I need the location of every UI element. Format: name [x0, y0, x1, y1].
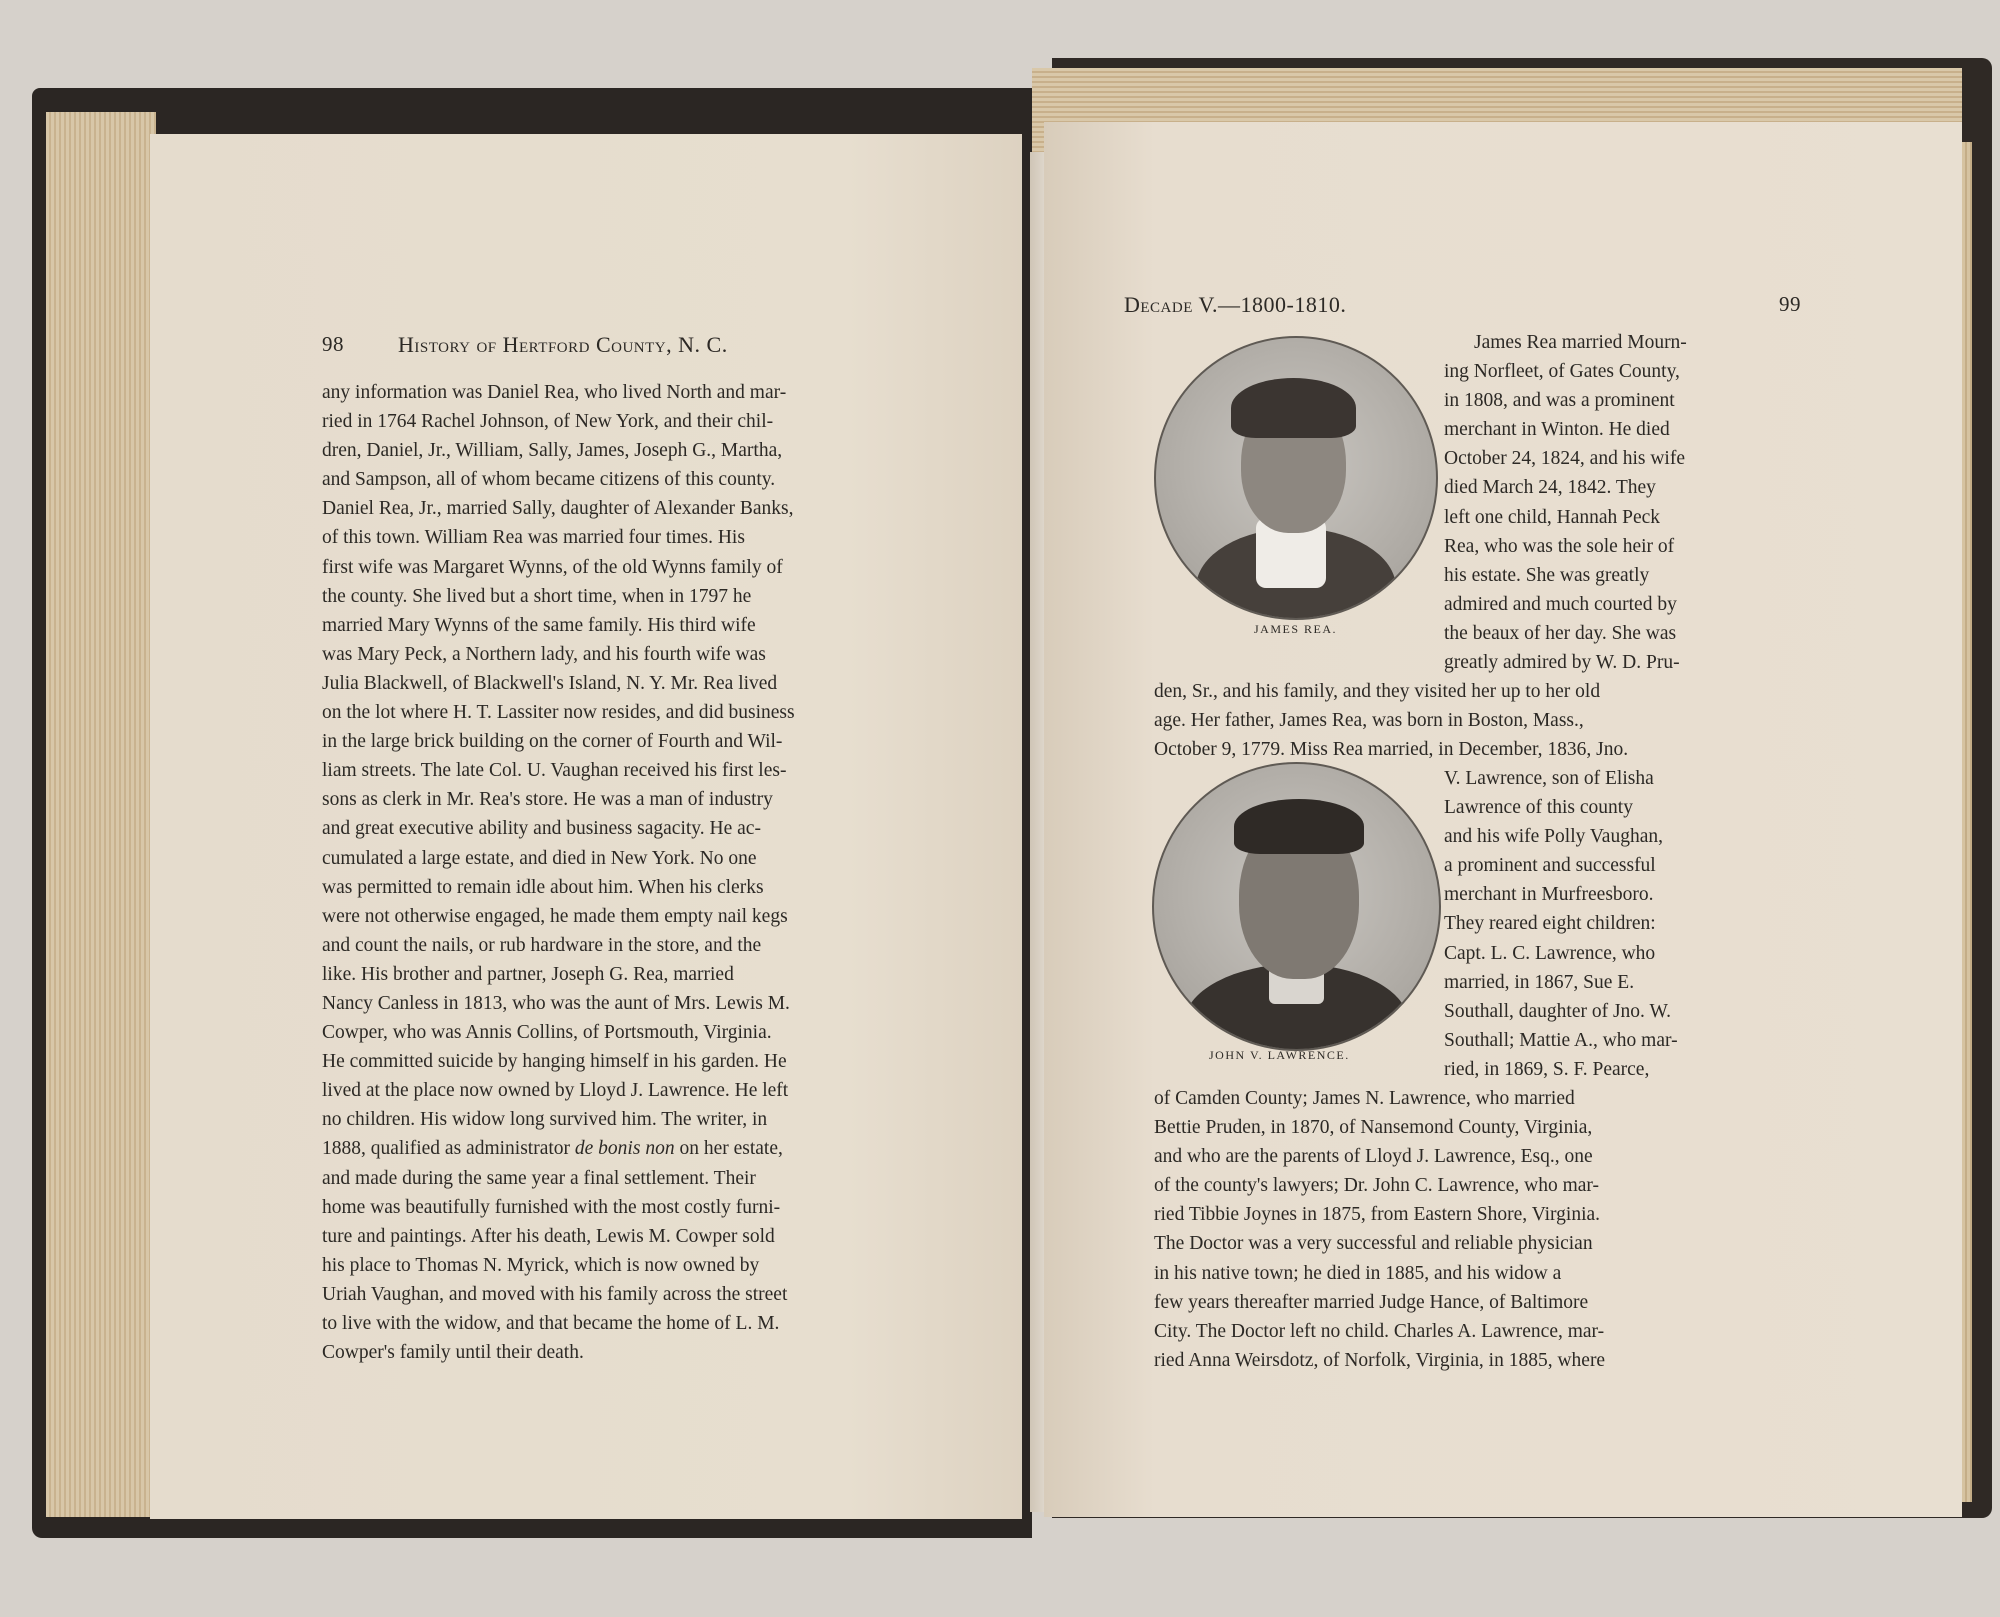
- text-segment: 1888, qualified as administrator: [322, 1138, 571, 1160]
- text-line: was Mary Peck, a Northern lady, and his fourth wife was: [322, 643, 766, 665]
- text-line: Daniel Rea, Jr., married Sally, daughter of Alexander Banks,: [322, 498, 794, 520]
- text-line: V. Lawrence, son of Elisha: [1444, 768, 1654, 789]
- text-line: Julia Blackwell, of Blackwell's Island, N. Y. Mr. Rea lived: [322, 672, 778, 694]
- text-line: Southall; Mattie A., who mar-: [1444, 1029, 1678, 1051]
- text-line: home was beautifully furnished with the most costly furni-: [322, 1196, 781, 1218]
- right-text-block-2: [1154, 677, 1774, 764]
- left-running-head: History of Hertford County, N. C.: [398, 332, 728, 357]
- text-line: first wife was Margaret Wynns, of the old Wynns family of: [322, 556, 783, 578]
- text-line: greatly admired by W. D. Pru-: [1444, 652, 1680, 674]
- text-line: the beaux of her day. She was: [1444, 622, 1677, 644]
- text-line: married Mary Wynns of the same family. His third wife: [322, 614, 756, 636]
- text-line: was permitted to remain idle about him. When his clerks: [322, 876, 764, 898]
- text-line: the county. She lived but a short time, when in 1797 he: [322, 585, 752, 607]
- text-line: ried Tibbie Joynes in 1875, from Eastern Shore, Virginia.: [1154, 1204, 1601, 1226]
- text-line: liam streets. The late Col. U. Vaughan received his first les-: [322, 760, 787, 782]
- portrait-john-v-lawrence: [1152, 762, 1441, 1051]
- portrait-hair: [1231, 378, 1356, 438]
- portrait-hair: [1234, 799, 1364, 854]
- text-line: a prominent and successful: [1444, 855, 1656, 877]
- text-line: to live with the widow, and that became the home of L. M.: [322, 1313, 780, 1334]
- text-line: James Rea married Mourn-: [1474, 332, 1687, 353]
- text-line: of this town. William Rea was married four times. His: [322, 527, 745, 549]
- text-line: sons as clerk in Mr. Rea's store. He was a man of industry: [322, 789, 773, 811]
- text-line: in 1808, and was a prominent: [1444, 390, 1675, 412]
- text-line: and his wife Polly Vaughan,: [1444, 826, 1663, 848]
- text-line: of Camden County; James N. Lawrence, who married: [1154, 1088, 1575, 1109]
- text-line: ture and paintings. After his death, Lewis M. Cowper sold: [322, 1225, 775, 1247]
- text-line: Nancy Canless in 1813, who was the aunt of Mrs. Lewis M.: [322, 992, 790, 1014]
- text-segment: on her estate,: [679, 1138, 783, 1160]
- text-line: on the lot where H. T. Lassiter now resides, and did business: [322, 702, 795, 724]
- text-line: Southall, daughter of Jno. W.: [1444, 1000, 1671, 1022]
- text-line: den, Sr., and his family, and they visited her up to her old: [1154, 681, 1601, 702]
- text-line: October 9, 1779. Miss Rea married, in December, 1836, Jno.: [1154, 739, 1629, 761]
- text-line: He committed suicide by hanging himself in his garden. He: [322, 1051, 787, 1073]
- text-line: Uriah Vaughan, and moved with his family across the street: [322, 1283, 788, 1305]
- open-book: [32, 52, 1970, 1560]
- text-line: Capt. L. C. Lawrence, who: [1444, 942, 1656, 964]
- text-line: were not otherwise engaged, he made them empty nail kegs: [322, 905, 788, 927]
- page-edges-left: [46, 112, 156, 1517]
- right-text-block-3: [1444, 764, 1774, 1084]
- text-line: his estate. She was greatly: [1444, 564, 1650, 586]
- left-body-text: [322, 378, 942, 1367]
- text-line: in his native town; he died in 1885, and his widow a: [1154, 1262, 1562, 1284]
- right-page-number: 99: [1779, 292, 1801, 316]
- text-line: and who are the parents of Lloyd J. Lawrence, Esq., one: [1154, 1146, 1593, 1168]
- text-line: lived at the place now owned by Lloyd J. Lawrence. He left: [322, 1080, 789, 1102]
- text-line: merchant in Winton. He died: [1444, 419, 1670, 441]
- text-line: few years thereafter married Judge Hance, of Baltimore: [1154, 1291, 1589, 1313]
- text-line: his place to Thomas N. Myrick, which is now owned by: [322, 1254, 760, 1276]
- left-page: [150, 134, 1022, 1519]
- right-running-head: Decade V.—1800-1810.: [1124, 292, 1347, 317]
- text-line: Cowper, who was Annis Collins, of Portsmouth, Virginia.: [322, 1022, 772, 1044]
- text-line: ried in 1764 Rachel Johnson, of New York, and their chil-: [322, 411, 774, 433]
- text-line: cumulated a large estate, and died in New York. No one: [322, 847, 757, 869]
- text-line: and great executive ability and business sagacity. He ac-: [322, 818, 761, 840]
- text-line: and count the nails, or rub hardware in the store, and the: [322, 934, 762, 956]
- text-line: dren, Daniel, Jr., William, Sally, James, Joseph G., Martha,: [322, 440, 783, 462]
- text-line: Cowper's family until their death.: [322, 1342, 584, 1364]
- text-line: like. His brother and partner, Joseph G. Rea, married: [322, 963, 734, 985]
- caption-john-v-lawrence: JOHN V. LAWRENCE.: [1209, 1048, 1350, 1062]
- right-page: [1044, 122, 1962, 1517]
- text-line: in the large brick building on the corner of Fourth and Wil-: [322, 731, 783, 753]
- text-line: October 24, 1824, and his wife: [1444, 448, 1685, 470]
- text-line: ried, in 1869, S. F. Pearce,: [1444, 1058, 1650, 1080]
- text-line-mixed: [322, 1134, 942, 1163]
- text-line: merchant in Murfreesboro.: [1444, 884, 1654, 906]
- text-line: Bettie Pruden, in 1870, of Nansemond County, Virginia,: [1154, 1117, 1593, 1139]
- text-line: admired and much courted by: [1444, 593, 1677, 615]
- text-line: The Doctor was a very successful and reliable physician: [1154, 1233, 1593, 1255]
- left-page-number: 98: [322, 332, 344, 356]
- italic-phrase: de bonis non: [574, 1138, 675, 1160]
- text-line: City. The Doctor left no child. Charles A. Lawrence, mar-: [1154, 1320, 1605, 1342]
- text-line: ried Anna Weirsdotz, of Norfolk, Virginia, in 1885, where: [1154, 1349, 1606, 1371]
- portrait-james-rea: [1154, 336, 1438, 620]
- text-line: no children. His widow long survived him. The writer, in: [322, 1109, 768, 1131]
- text-line: age. Her father, James Rea, was born in Boston, Mass.,: [1154, 710, 1584, 732]
- text-line: married, in 1867, Sue E.: [1444, 971, 1635, 993]
- right-text-block-4: [1154, 1084, 1774, 1375]
- right-text-block-1: [1444, 328, 1774, 677]
- text-line: and Sampson, all of whom became citizens of this county.: [322, 469, 776, 491]
- text-line: Lawrence of this county: [1444, 797, 1633, 819]
- text-line: Rea, who was the sole heir of: [1444, 535, 1675, 557]
- caption-james-rea: JAMES REA.: [1254, 622, 1338, 636]
- text-line: ing Norfleet, of Gates County,: [1444, 361, 1680, 383]
- text-line: of the county's lawyers; Dr. John C. Lawrence, who mar-: [1154, 1175, 1600, 1197]
- text-line: and made during the same year a final settlement. Their: [322, 1167, 756, 1189]
- text-line: left one child, Hannah Peck: [1444, 506, 1661, 528]
- text-line: any information was Daniel Rea, who lived North and mar-: [322, 382, 787, 403]
- text-line: They reared eight children:: [1444, 913, 1656, 935]
- text-line: died March 24, 1842. They: [1444, 477, 1656, 499]
